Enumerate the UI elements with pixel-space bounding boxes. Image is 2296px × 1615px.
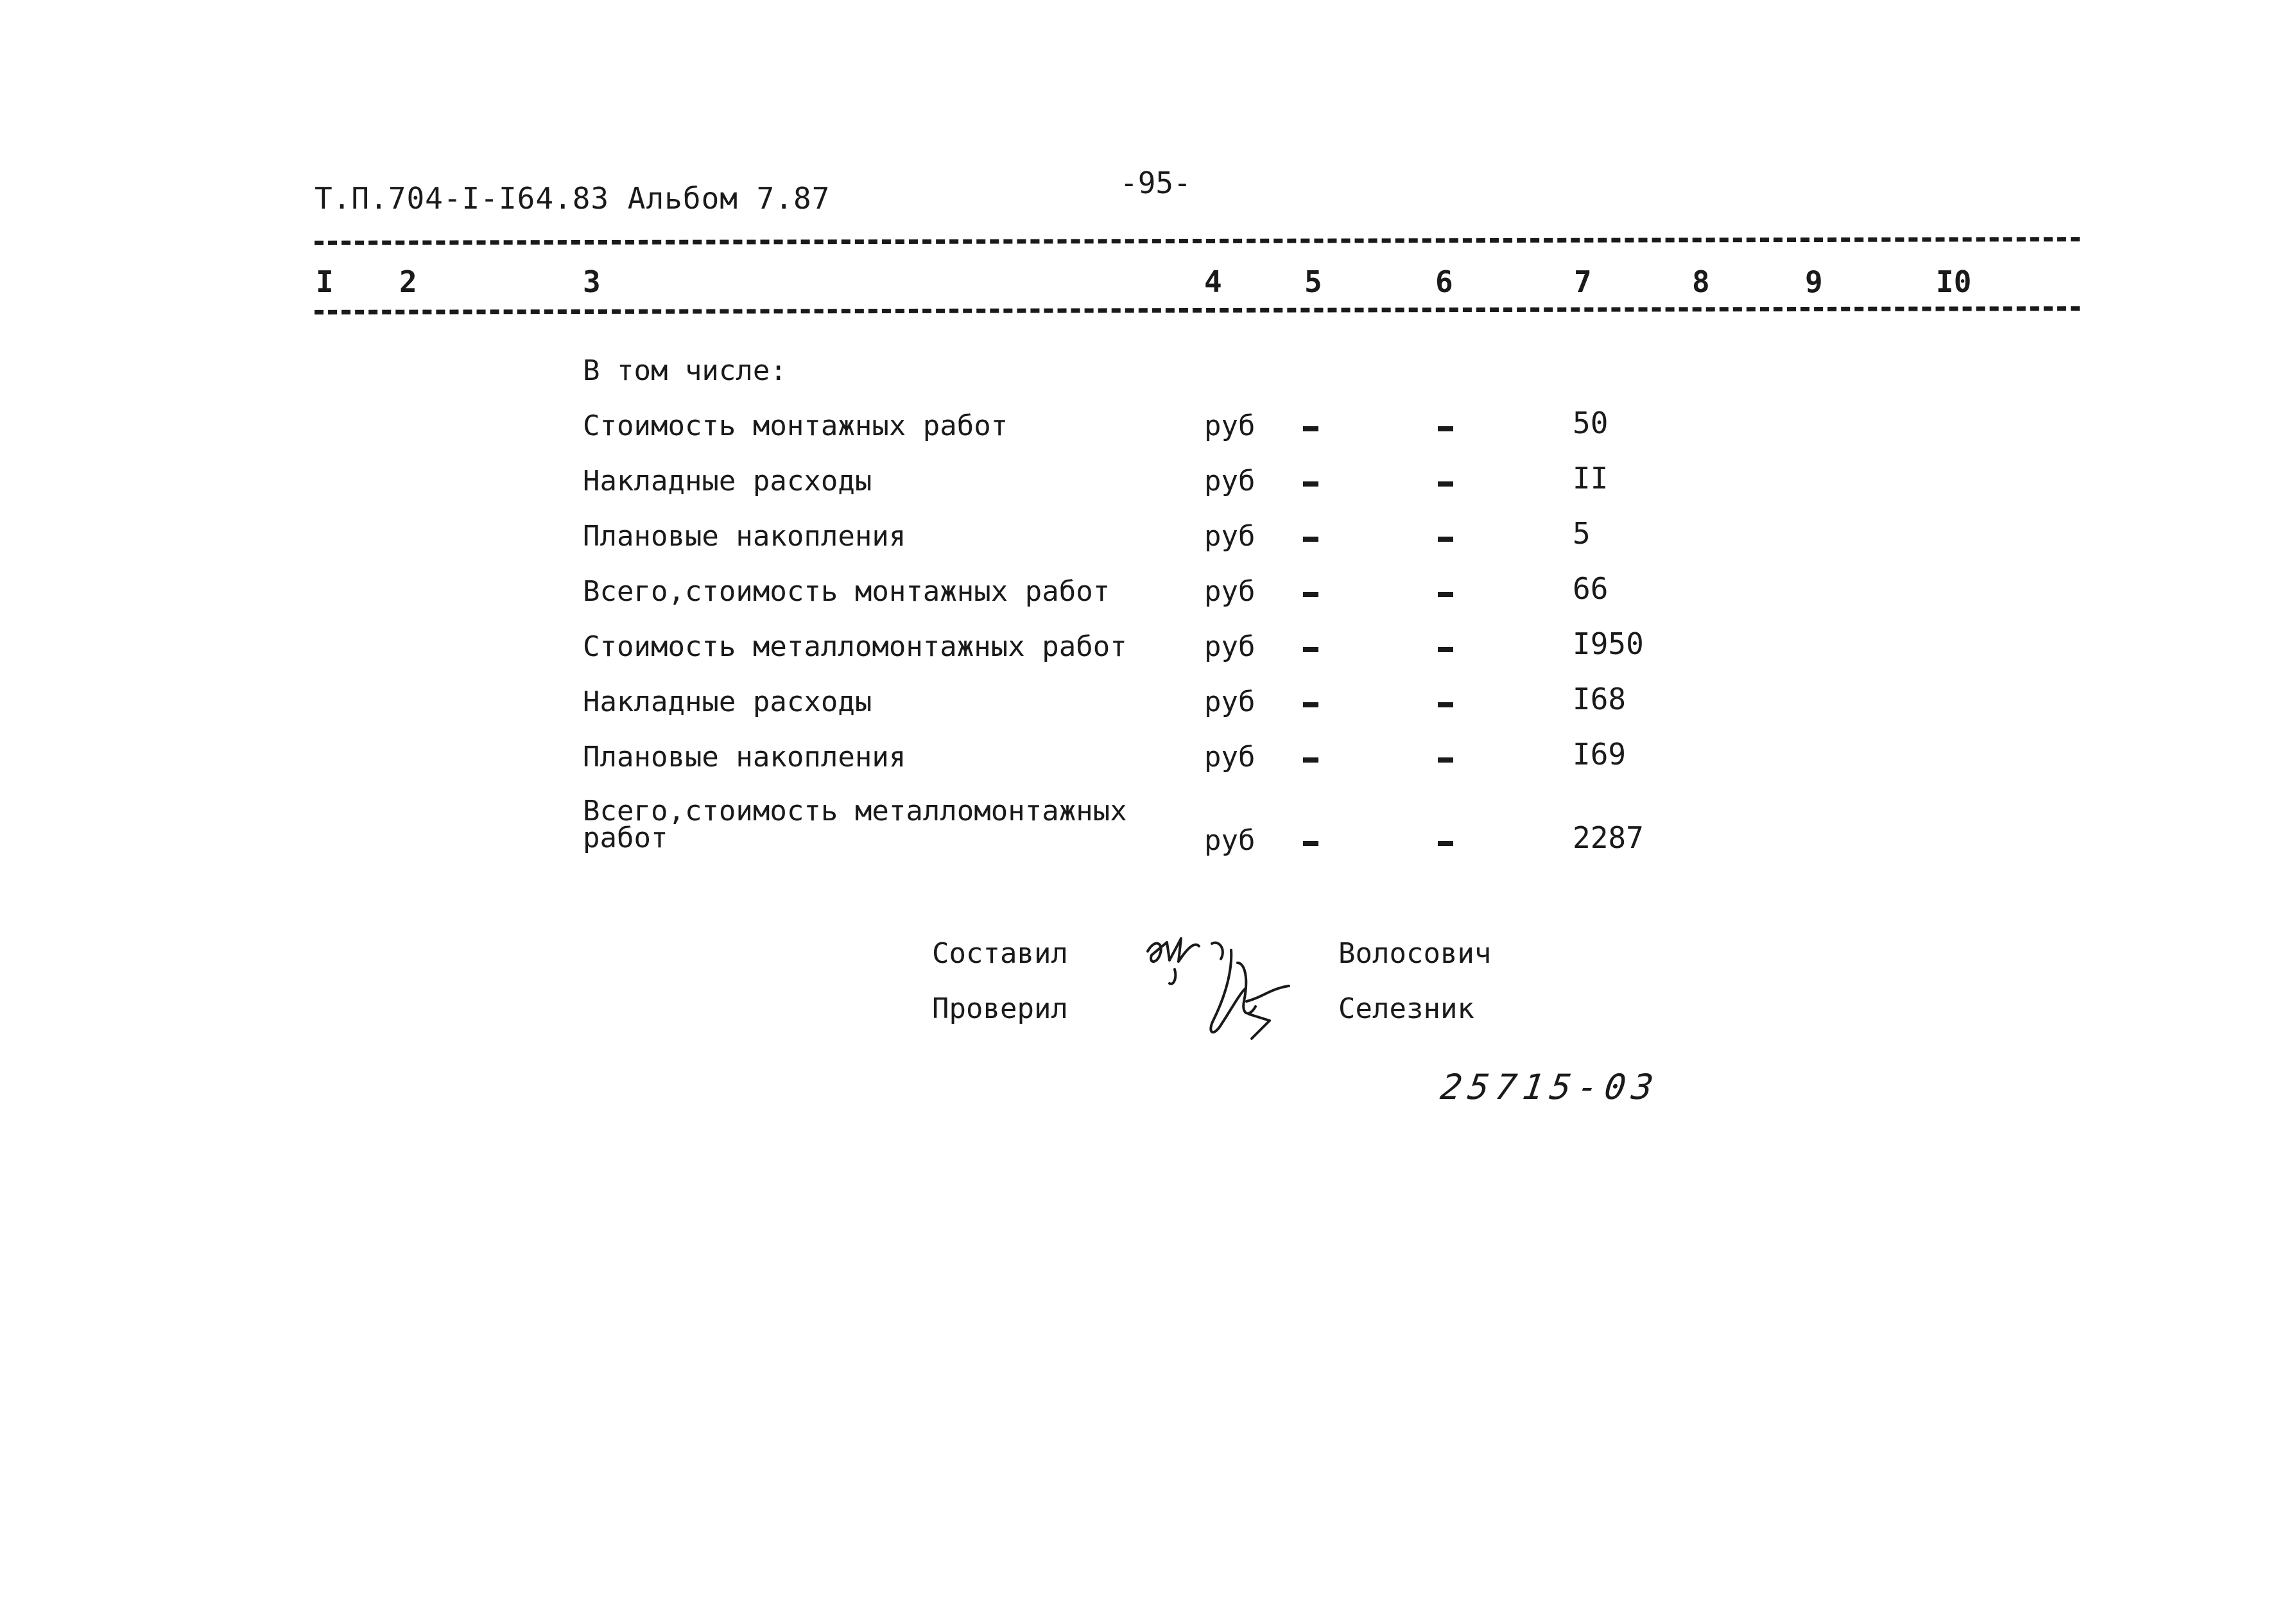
row-label: Плановые накопления (583, 741, 906, 773)
row-label: Всего,стоимость монтажных работ (583, 575, 1110, 608)
row-dash-col5 (1303, 481, 1318, 487)
row-value: 50 (1573, 406, 1609, 440)
column-header-10: I0 (1936, 264, 1972, 299)
row-dash-col6 (1438, 592, 1453, 597)
column-header-8: 8 (1692, 264, 1710, 299)
column-header-2: 2 (399, 264, 417, 299)
column-header-9: 9 (1805, 264, 1823, 299)
document-code: Т.П.704-I-I64.83 Альбом 7.87 (315, 181, 831, 216)
row-label: Накладные расходы (583, 465, 872, 497)
row-dash-col5 (1303, 647, 1318, 652)
column-header-4: 4 (1204, 264, 1222, 299)
row-dash-col6 (1438, 481, 1453, 487)
checked-by-label: Проверил (932, 992, 1068, 1025)
column-header-6: 6 (1435, 264, 1453, 299)
section-title: В том числе: (583, 354, 787, 387)
row-unit: руб (1204, 630, 1256, 663)
column-header-5: 5 (1304, 264, 1322, 299)
row-dash-col5 (1303, 702, 1318, 707)
row-unit: руб (1204, 520, 1256, 553)
row-value: I68 (1573, 682, 1627, 716)
page-number: -95- (1120, 166, 1191, 200)
row-unit: руб (1204, 465, 1256, 497)
row-value: II (1573, 461, 1609, 496)
row-unit: руб (1204, 686, 1256, 718)
row-unit: руб (1204, 824, 1256, 857)
handwritten-signature (1136, 924, 1342, 1072)
row-dash-col5 (1303, 537, 1318, 542)
row-dash-col5 (1303, 426, 1318, 431)
archive-number: 25715-03 (1438, 1067, 1662, 1107)
row-dash-col6 (1438, 647, 1453, 652)
row-label-continuation: работ (583, 822, 668, 854)
checked-by-name: Селезник (1338, 992, 1474, 1025)
column-header-3: 3 (583, 264, 601, 299)
row-dash-col6 (1438, 426, 1453, 431)
row-value: 2287 (1573, 820, 1644, 855)
row-dash-col5 (1303, 841, 1318, 846)
row-dash-col6 (1438, 537, 1453, 542)
row-value: I950 (1573, 626, 1644, 661)
row-label: Стоимость монтажных работ (583, 410, 1008, 442)
row-dash-col6 (1438, 841, 1453, 846)
compiled-by-label: Составил (932, 937, 1068, 970)
row-dash-col6 (1438, 757, 1453, 763)
row-label: Стоимость металломонтажных работ (583, 630, 1127, 663)
column-header-1: I (316, 264, 334, 299)
row-unit: руб (1204, 410, 1256, 442)
row-dash-col5 (1303, 592, 1318, 597)
row-value: 5 (1573, 516, 1591, 551)
row-value: 66 (1573, 571, 1609, 606)
row-dash-col6 (1438, 702, 1453, 707)
row-value: I69 (1573, 737, 1627, 772)
compiled-by-name: Волосович (1338, 937, 1492, 970)
row-unit: руб (1204, 575, 1256, 608)
column-header-7: 7 (1574, 264, 1592, 299)
row-label: Накладные расходы (583, 686, 872, 718)
row-label: Всего,стоимость металломонтажных (583, 795, 1127, 827)
row-dash-col5 (1303, 757, 1318, 763)
row-label: Плановые накопления (583, 520, 906, 553)
header-bottom-rule (315, 306, 2080, 315)
header-top-rule (315, 237, 2080, 245)
row-unit: руб (1204, 741, 1256, 773)
